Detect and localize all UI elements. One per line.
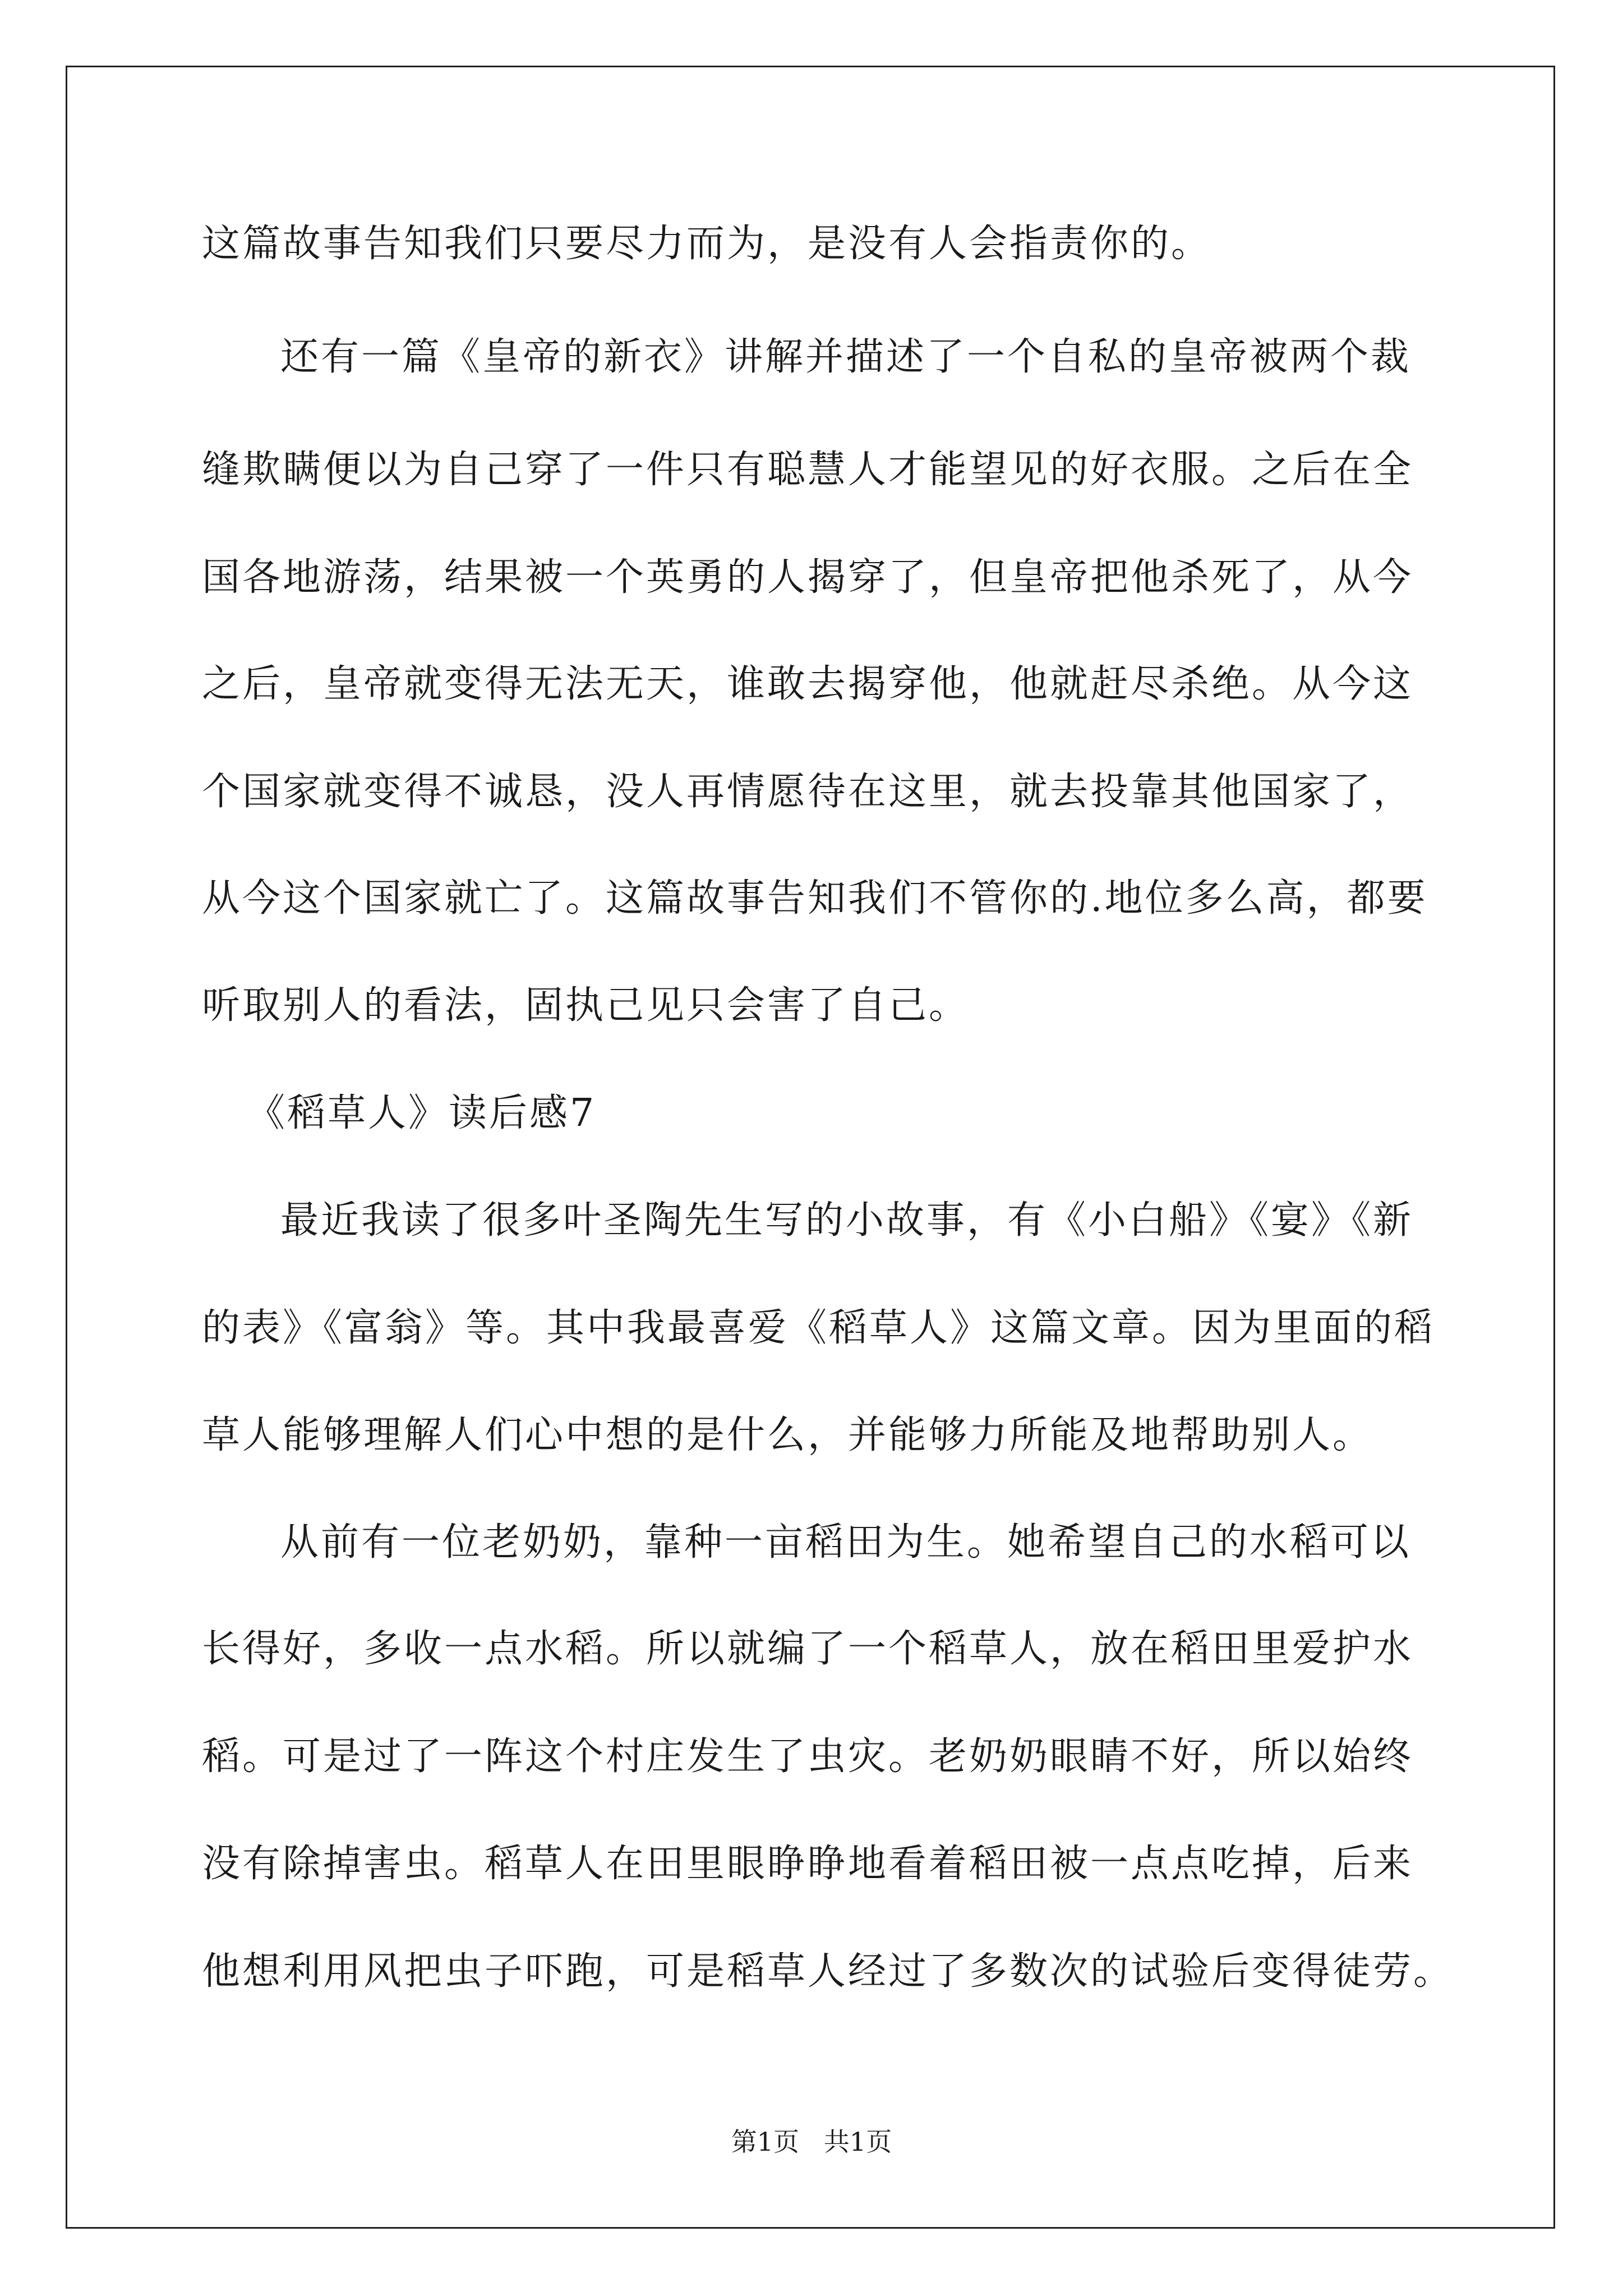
- body-line: 草人能够理解人们心中想的是什么，并能够力所能及地帮助别人。: [202, 1413, 1373, 1457]
- section-heading: 《稻草人》读后感7: [247, 1091, 597, 1135]
- page-number-footer: 第1页 共1页: [731, 2127, 892, 2157]
- body-line: 最近我读了很多叶圣陶先生写的小故事，有《小白船》《宴》《新: [280, 1198, 1414, 1243]
- body-line: 他想利用风把虫子吓跑，可是稻草人经过了多数次的试验后变得徒劳。: [202, 1949, 1454, 1994]
- body-line: 的表》《富翁》等。其中我最喜爱《稻草人》这篇文章。因为里面的稻: [202, 1306, 1435, 1350]
- body-line: 从前有一位老奶奶，靠种一亩稻田为生。她希望自己的水稻可以: [280, 1520, 1412, 1565]
- body-line: 听取别人的看法，固执己见只会害了自己。: [202, 983, 970, 1028]
- page-border: [66, 66, 1555, 2229]
- body-line: 这篇故事告知我们只要尽力而为，是没有人会指责你的。: [202, 222, 1212, 266]
- body-line: 缝欺瞒便以为自己穿了一件只有聪慧人才能望见的好衣服。之后在全: [202, 448, 1414, 492]
- body-line: 没有除掉害虫。稻草人在田里眼睁睁地看着稻田被一点点吃掉，后来: [202, 1842, 1414, 1886]
- body-line: 之后，皇帝就变得无法无天，谁敢去揭穿他，他就赶尽杀绝。从今这: [202, 662, 1414, 706]
- body-line: 个国家就变得不诚恳，没人再情愿待在这里，就去投靠其他国家了，: [202, 770, 1414, 814]
- body-line: 稻。可是过了一阵这个村庄发生了虫灾。老奶奶眼睛不好，所以始终: [202, 1734, 1414, 1779]
- body-line: 还有一篇《皇帝的新衣》讲解并描述了一个自私的皇帝被两个裁: [280, 335, 1412, 379]
- body-line: 国各地游荡，结果被一个英勇的人揭穿了，但皇帝把他杀死了，从今: [202, 555, 1414, 600]
- body-line: 长得好，多收一点水稻。所以就编了一个稻草人，放在稻田里爱护水: [202, 1627, 1414, 1671]
- body-line: 从今这个国家就亡了。这篇故事告知我们不管你的.地位多么高，都要: [202, 876, 1428, 921]
